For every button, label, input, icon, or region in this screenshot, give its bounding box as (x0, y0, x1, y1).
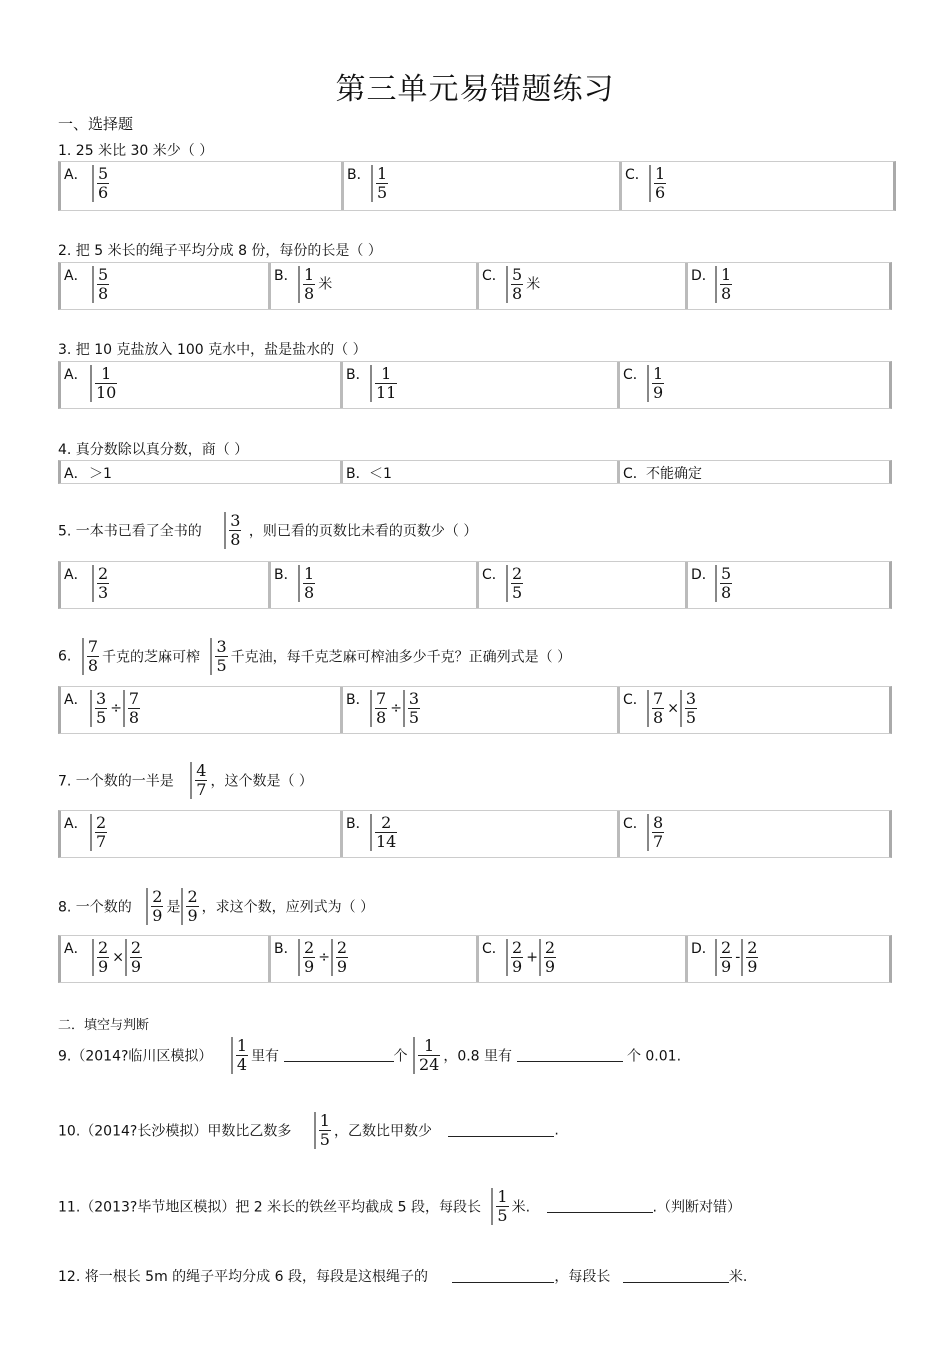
question-text: 千克油，每千克芝麻可榨油多少千克？正确列式是（ ） (230, 649, 572, 666)
operator: ÷ (390, 700, 402, 717)
option-b[interactable] (340, 811, 617, 857)
option-text: ＞1 (89, 466, 112, 482)
option-letter: A． (64, 466, 88, 482)
fraction: $\frac{3}{5}$ (403, 690, 422, 727)
question-text: 个 (393, 1048, 408, 1065)
question-text: 千克的芝麻可榨 (102, 649, 200, 666)
question-text: 9.（2014?临川区模拟） (58, 1048, 213, 1065)
question-7-options (58, 810, 892, 858)
option-letter: A． (64, 167, 88, 183)
question-text: ，这个数是（ ） (210, 773, 313, 790)
option-letter: B． (346, 816, 370, 832)
option-a[interactable] (61, 263, 268, 309)
option-text: ＜1 (369, 466, 392, 482)
option-letter: C． (623, 816, 647, 832)
question-4-options (58, 460, 892, 484)
option-letter: C． (623, 692, 647, 708)
option-letter: A． (64, 816, 88, 832)
option-letter: A． (64, 268, 88, 284)
question-text: 7. 一个数的一半是 (58, 773, 174, 790)
question-5-options (58, 561, 892, 609)
question-text: 10.（2014?长沙模拟）甲数比乙数多 (58, 1123, 292, 1140)
fraction: $\frac{3}{8}$ (224, 512, 243, 549)
question-8-options (58, 935, 892, 983)
option-c[interactable] (476, 263, 685, 309)
fraction: $\frac{7}{8}$ (123, 690, 142, 727)
option-a[interactable] (61, 936, 268, 982)
fraction: $\frac{7}{8}$ (82, 638, 101, 675)
question-text: 米. (511, 1199, 531, 1216)
fraction: $\frac{2}{3}$ (92, 565, 111, 602)
question-text: 5. 一本书已看了全书的 (58, 523, 202, 540)
question-9 (58, 1037, 681, 1074)
answer-blank[interactable] (448, 1124, 554, 1137)
question-4: 4. 真分数除以真分数，商（ ） (58, 442, 249, 458)
option-c[interactable] (617, 687, 889, 733)
option-b[interactable] (340, 362, 617, 408)
option-a[interactable] (61, 461, 340, 483)
option-c[interactable] (476, 562, 685, 608)
option-d[interactable] (685, 263, 889, 309)
question-text: .（判断对错） (652, 1199, 741, 1216)
question-text: 米. (728, 1269, 748, 1285)
question-11 (58, 1188, 741, 1225)
option-b[interactable] (341, 162, 619, 210)
option-letter: B． (346, 367, 370, 383)
option-letter: A． (64, 692, 88, 708)
operator: ÷ (110, 700, 122, 717)
fraction: $\frac{7}{8}$ (370, 690, 389, 727)
operator: + (526, 949, 538, 966)
option-a[interactable] (61, 362, 340, 408)
question-3: 3. 把 10 克盐放入 100 克水中，盐是盐水的（ ） (58, 342, 367, 358)
option-letter: B． (346, 692, 370, 708)
question-6-options (58, 686, 892, 734)
fraction: $\frac{2}{9}$ (741, 939, 760, 976)
fraction: $\frac{1}{5}$ (371, 165, 390, 202)
option-b[interactable] (340, 687, 617, 733)
question-1-options (58, 161, 896, 211)
unit: 米 (526, 276, 541, 293)
question-text: 是 (166, 899, 181, 916)
fraction: $\frac{1}{4}$ (231, 1037, 250, 1074)
operator: × (667, 700, 679, 717)
option-letter: A． (64, 367, 88, 383)
option-a[interactable] (61, 687, 340, 733)
fraction: $\frac{5}{8}$ (715, 565, 734, 602)
option-letter: B． (274, 941, 298, 957)
question-text: . (554, 1122, 559, 1139)
answer-blank[interactable] (623, 1270, 729, 1283)
option-b[interactable] (340, 461, 617, 483)
answer-blank[interactable] (517, 1049, 623, 1062)
fraction: $\frac{2}{5}$ (506, 565, 525, 602)
option-a[interactable] (61, 811, 340, 857)
fraction: $\frac{2}{14}$ (370, 814, 399, 851)
fraction: $\frac{1}{5}$ (491, 1188, 510, 1225)
fraction: $\frac{1}{11}$ (370, 365, 399, 402)
option-letter: C． (625, 167, 649, 183)
fraction: $\frac{5}{8}$ (506, 266, 525, 303)
fraction: $\frac{3}{5}$ (680, 690, 699, 727)
fraction: $\frac{3}{5}$ (210, 638, 229, 675)
fraction: $\frac{1}{8}$ (298, 565, 317, 602)
question-text: 8. 一个数的 (58, 899, 132, 916)
option-letter: D． (691, 567, 716, 583)
unit: 米 (318, 276, 333, 293)
option-letter: C． (623, 367, 647, 383)
option-letter: C． (482, 941, 506, 957)
fraction: $\frac{2}{9}$ (715, 939, 734, 976)
option-d[interactable] (685, 562, 889, 608)
question-1: 1. 25 米比 30 米少（ ） (58, 143, 214, 159)
fraction: $\frac{1}{8}$ (298, 266, 317, 303)
fraction: $\frac{1}{6}$ (649, 165, 668, 202)
fraction: $\frac{4}{7}$ (190, 762, 209, 799)
option-letter: D． (691, 268, 716, 284)
option-a[interactable] (61, 162, 341, 210)
fraction: $\frac{2}{9}$ (125, 939, 144, 976)
question-text: ，乙数比甲数少 (333, 1123, 432, 1140)
fraction: $\frac{1}{10}$ (90, 365, 119, 402)
option-c[interactable] (617, 461, 889, 483)
fraction: $\frac{8}{7}$ (647, 814, 666, 851)
fraction: $\frac{1}{5}$ (314, 1112, 333, 1149)
question-text: ，0.8 里有 (443, 1048, 513, 1065)
question-text: 里有 (251, 1048, 280, 1065)
question-12 (58, 1266, 747, 1286)
question-text: 个 0.01. (626, 1048, 682, 1065)
question-7 (58, 762, 313, 799)
fraction: $\frac{2}{9}$ (331, 939, 350, 976)
option-text: 不能确定 (646, 466, 702, 482)
fraction: $\frac{2}{9}$ (146, 888, 165, 925)
option-letter: B． (347, 167, 371, 183)
option-a[interactable] (61, 562, 268, 608)
question-3-options (58, 361, 892, 409)
option-letter: A． (64, 941, 88, 957)
option-letter: C． (623, 466, 647, 482)
option-letter: A． (64, 567, 88, 583)
fraction: $\frac{5}{6}$ (92, 165, 111, 202)
operator: × (112, 949, 124, 966)
option-c[interactable] (476, 936, 685, 982)
fraction: $\frac{7}{8}$ (647, 690, 666, 727)
section-choice-heading: 一、选择题 (58, 115, 134, 133)
fraction: $\frac{1}{24}$ (413, 1037, 442, 1074)
question-text: ，则已看的页数比未看的页数少（ ） (248, 523, 478, 540)
answer-blank[interactable] (547, 1200, 653, 1213)
operator: ÷ (318, 949, 330, 966)
question-10 (58, 1112, 559, 1149)
question-text: ，每段长 (554, 1269, 611, 1285)
option-letter: C． (482, 567, 506, 583)
fraction: $\frac{2}{7}$ (90, 814, 109, 851)
option-letter: B． (346, 466, 370, 482)
answer-blank[interactable] (452, 1270, 554, 1283)
option-letter: D． (691, 941, 716, 957)
answer-blank[interactable] (284, 1049, 394, 1062)
option-letter: B． (274, 567, 298, 583)
question-2: 2. 把 5 米长的绳子平均分成 8 份，每份的长是（ ） (58, 243, 382, 259)
question-number: 6. (58, 648, 72, 665)
option-d[interactable] (685, 936, 889, 982)
option-c[interactable] (617, 811, 889, 857)
option-c[interactable] (617, 362, 889, 408)
fraction: $\frac{1}{8}$ (715, 266, 734, 303)
question-text: 12. 将一根长 5m 的绳子平均分成 6 段，每段是这根绳子的 (58, 1269, 428, 1285)
fraction: $\frac{1}{9}$ (647, 365, 666, 402)
option-b[interactable] (268, 936, 476, 982)
question-text: 11.（2013?毕节地区模拟）把 2 米长的铁丝平均截成 5 段，每段长 (58, 1199, 481, 1216)
fraction: $\frac{3}{5}$ (90, 690, 109, 727)
option-c[interactable] (619, 162, 893, 210)
option-letter: B． (274, 268, 298, 284)
option-letter: C． (482, 268, 506, 284)
fraction: $\frac{2}{9}$ (92, 939, 111, 976)
question-8 (58, 888, 374, 925)
fraction: $\frac{2}{9}$ (298, 939, 317, 976)
fraction: $\frac{2}{9}$ (181, 888, 200, 925)
page-title: 第三单元易错题练习 (335, 72, 615, 107)
question-5 (58, 512, 477, 549)
question-6 (58, 638, 571, 675)
fraction: $\frac{2}{9}$ (506, 939, 525, 976)
option-b[interactable] (268, 263, 476, 309)
option-b[interactable] (268, 562, 476, 608)
question-2-options (58, 262, 892, 310)
fraction: $\frac{2}{9}$ (539, 939, 558, 976)
question-text: ，求这个数，应列式为（ ） (201, 899, 375, 916)
section-fill-heading: 二．填空与判断 (58, 1018, 150, 1033)
fraction: $\frac{5}{8}$ (92, 266, 111, 303)
operator: - (735, 949, 741, 966)
